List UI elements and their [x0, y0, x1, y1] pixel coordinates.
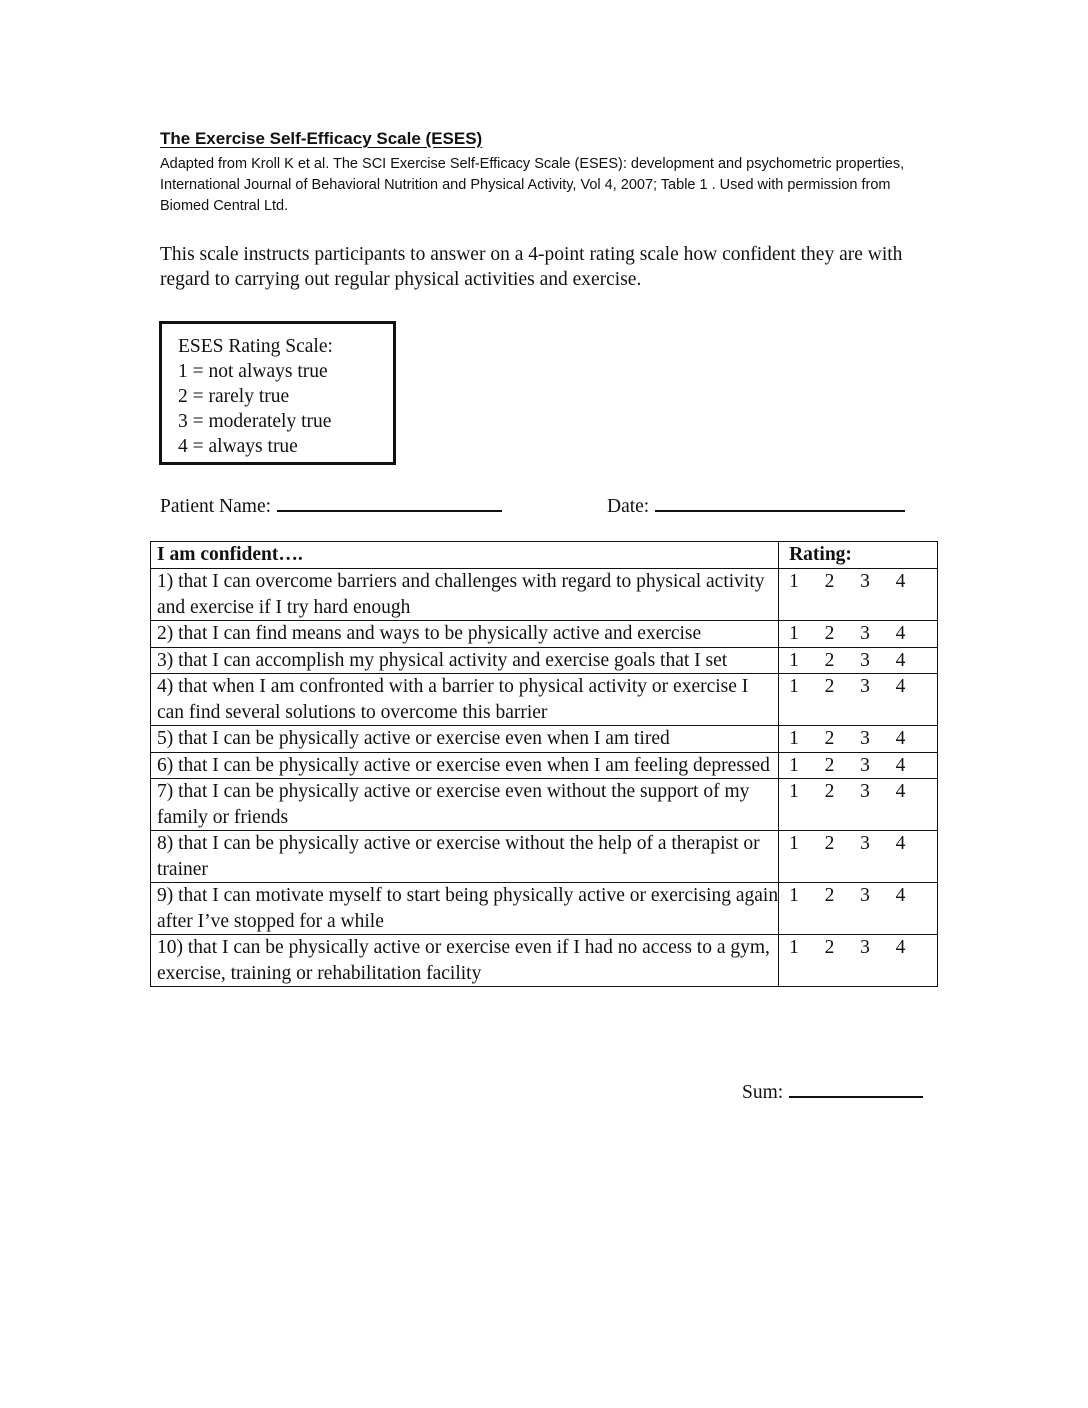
rating-option-2[interactable]: 2 — [824, 937, 835, 958]
rating-option-1[interactable]: 1 — [789, 754, 799, 776]
rating-option-1[interactable]: 1 — [789, 833, 799, 854]
rating-options — [789, 648, 937, 674]
table-row — [151, 621, 938, 648]
rating-cell — [779, 935, 938, 987]
rating-cell — [779, 779, 938, 831]
rating-level-4: 4 = always true — [178, 436, 298, 457]
rating-option-2[interactable]: 2 — [824, 571, 835, 592]
item-statement: 3) that I can accomplish my physical activity and exercise goals that I set — [151, 647, 779, 674]
item-statement: 5) that I can be physically active or exercise even when I am tired — [151, 726, 779, 753]
date-label: Date: — [607, 496, 650, 517]
rating-option-1[interactable]: 1 — [789, 885, 799, 906]
item-statement: 7) that I can be physically active or exercise even without the support of my family or friends — [151, 779, 779, 831]
header-item: I am confident…. — [151, 542, 779, 569]
rating-scale-box — [159, 321, 396, 465]
rating-option-1[interactable]: 1 — [789, 571, 799, 592]
rating-option-3[interactable]: 3 — [860, 649, 870, 671]
date-input-line[interactable] — [655, 492, 905, 512]
item-statement: 1) that I can overcome barriers and challenges with regard to physical activity and exercise if I try hard enough — [151, 569, 779, 621]
item-statement: 10) that I can be physically active or exercise even if I had no access to a gym, exercise, training or rehabilitation facility — [151, 935, 779, 987]
document-title: The Exercise Self-Efficacy Scale (ESES) — [160, 129, 483, 148]
rating-option-3[interactable]: 3 — [860, 885, 870, 906]
header-rating: Rating: — [779, 542, 938, 569]
rating-option-2[interactable]: 2 — [824, 728, 835, 749]
rating-option-3[interactable]: 3 — [860, 781, 870, 802]
item-statement: 4) that when I am confronted with a barrier to physical activity or exercise I can find several solutions to overcome this barrier — [151, 674, 779, 726]
rating-options — [789, 621, 937, 647]
rating-options — [789, 831, 937, 857]
table-row — [151, 935, 938, 987]
rating-option-2[interactable]: 2 — [824, 885, 835, 906]
rating-option-2[interactable]: 2 — [824, 676, 835, 697]
rating-option-3[interactable]: 3 — [860, 833, 870, 854]
rating-option-4[interactable]: 4 — [895, 885, 906, 906]
rating-option-4[interactable]: 4 — [895, 623, 906, 644]
rating-option-4[interactable]: 4 — [895, 649, 906, 671]
rating-level-3: 3 = moderately true — [178, 411, 332, 432]
rating-options — [789, 569, 937, 595]
rating-option-1[interactable]: 1 — [789, 676, 799, 697]
rating-options — [789, 726, 937, 752]
table-row — [151, 752, 938, 779]
rating-option-1[interactable]: 1 — [789, 728, 799, 749]
rating-option-4[interactable]: 4 — [895, 937, 906, 958]
rating-options — [789, 883, 937, 909]
rating-level-1: 1 = not always true — [178, 361, 328, 382]
sum-input-line[interactable] — [789, 1078, 923, 1098]
rating-option-1[interactable]: 1 — [789, 623, 799, 644]
table-row — [151, 647, 938, 674]
rating-option-4[interactable]: 4 — [895, 676, 906, 697]
rating-option-3[interactable]: 3 — [860, 728, 870, 749]
rating-cell — [779, 726, 938, 753]
rating-options — [789, 753, 937, 779]
rating-option-3[interactable]: 3 — [860, 676, 870, 697]
sum-label: Sum: — [742, 1082, 784, 1103]
table-row — [151, 831, 938, 883]
rating-option-2[interactable]: 2 — [824, 754, 835, 776]
rating-cell — [779, 674, 938, 726]
item-statement: 9) that I can motivate myself to start being physically active or exercising again after I’ve stopped for a while — [151, 883, 779, 935]
citation-text: Adapted from Kroll K et al. The SCI Exercise Self-Efficacy Scale (ESES): development and psychometric properties, International Journal of Behavioral Nutrition and Physical Activity, Vol 4, 2007; Table 1 . Used with permission from Biomed Central Ltd. — [160, 156, 905, 214]
rating-cell — [779, 621, 938, 648]
rating-options — [789, 779, 937, 805]
patient-name-field — [160, 492, 502, 519]
table-row — [151, 726, 938, 753]
patient-name-input-line[interactable] — [277, 492, 502, 512]
rating-option-4[interactable]: 4 — [895, 728, 906, 749]
date-field — [607, 492, 905, 519]
rating-option-2[interactable]: 2 — [824, 623, 835, 644]
patient-name-label: Patient Name: — [160, 496, 272, 517]
rating-option-4[interactable]: 4 — [895, 833, 906, 854]
rating-option-3[interactable]: 3 — [860, 623, 870, 644]
table-body — [151, 569, 938, 987]
rating-option-4[interactable]: 4 — [895, 571, 906, 592]
intro-paragraph: This scale instructs participants to answer on a 4-point rating scale how confident they are with regard to carrying out regular physical activities and exercise. — [160, 244, 903, 290]
rating-option-3[interactable]: 3 — [860, 937, 870, 958]
rating-option-2[interactable]: 2 — [824, 833, 835, 854]
table-row — [151, 883, 938, 935]
rating-option-1[interactable]: 1 — [789, 649, 799, 671]
rating-level-2: 2 = rarely true — [178, 386, 290, 407]
rating-options — [789, 674, 937, 700]
rating-option-2[interactable]: 2 — [824, 781, 835, 802]
rating-option-3[interactable]: 3 — [860, 754, 870, 776]
rating-option-1[interactable]: 1 — [789, 781, 799, 802]
rating-option-3[interactable]: 3 — [860, 571, 870, 592]
rating-cell — [779, 569, 938, 621]
item-statement: 8) that I can be physically active or exercise without the help of a therapist or trainer — [151, 831, 779, 883]
rating-options — [789, 935, 937, 961]
item-statement: 2) that I can find means and ways to be physically active and exercise — [151, 621, 779, 648]
table-header-row — [151, 542, 938, 569]
rating-cell — [779, 647, 938, 674]
confidence-table — [150, 541, 938, 987]
rating-cell — [779, 752, 938, 779]
item-statement: 6) that I can be physically active or exercise even when I am feeling depressed — [151, 752, 779, 779]
table-row — [151, 674, 938, 726]
rating-cell — [779, 883, 938, 935]
rating-option-1[interactable]: 1 — [789, 937, 799, 958]
table-row — [151, 569, 938, 621]
rating-option-4[interactable]: 4 — [895, 754, 906, 776]
rating-scale-heading: ESES Rating Scale: — [178, 336, 333, 357]
table-row — [151, 779, 938, 831]
sum-field — [742, 1078, 923, 1105]
rating-option-4[interactable]: 4 — [895, 781, 906, 802]
rating-cell — [779, 831, 938, 883]
rating-option-2[interactable]: 2 — [824, 649, 835, 671]
